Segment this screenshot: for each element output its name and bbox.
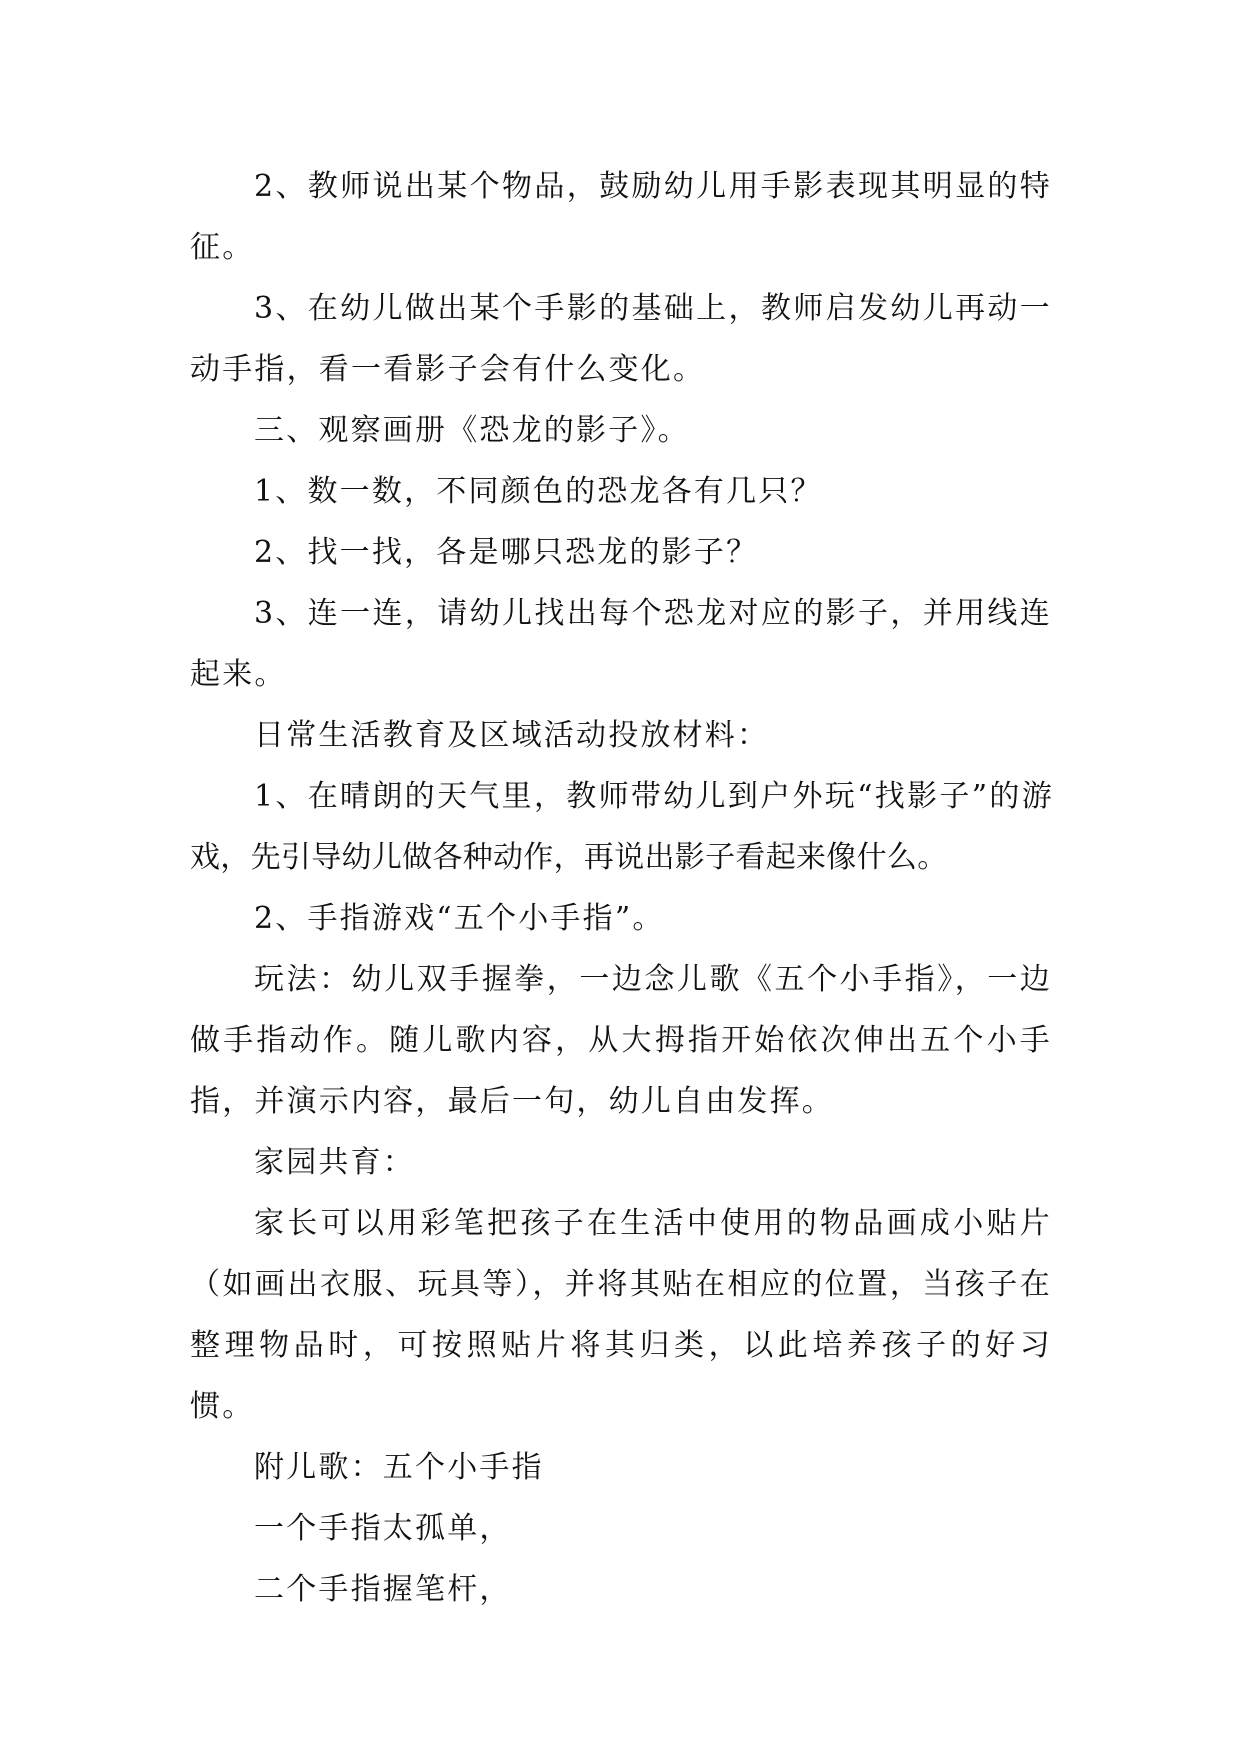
paragraph: 2、教师说出某个物品，鼓励幼儿用手影表现其明显的特征。 bbox=[190, 169, 1052, 265]
paragraph: 1、在晴朗的天气里，教师带幼儿到户外玩“找影子”的游戏，先引导幼儿做各种动作，再说出影子看起来像什么。 bbox=[190, 779, 1052, 875]
paragraph: 玩法：幼儿双手握拳，一边念儿歌《五个小手指》，一边做手指动作。随儿歌内容，从大拇指开始依次伸出五个小手指，并演示内容，最后一句，幼儿自由发挥。 bbox=[190, 962, 1052, 1119]
section-heading: 三、观察画册《恐龙的影子》。 bbox=[254, 413, 690, 448]
paragraph: 家长可以用彩笔把孩子在生活中使用的物品画成小贴片（如画出衣服、玩具等），并将其贴在相应的位置，当孩子在整理物品时，可按照贴片将其归类，以此培养孩子的好习惯。 bbox=[190, 1206, 1052, 1424]
song-line: 二个手指握笔杆， bbox=[254, 1572, 512, 1607]
paragraph: 3、在幼儿做出某个手影的基础上，教师启发幼儿再动一动手指，看一看影子会有什么变化。 bbox=[190, 291, 1052, 387]
section-heading: 附儿歌：五个小手指 bbox=[254, 1450, 544, 1485]
section-heading: 家园共育： bbox=[254, 1145, 415, 1180]
paragraph: 2、找一找，各是哪只恐龙的影子？ bbox=[254, 535, 759, 570]
song-line: 一个手指太孤单， bbox=[254, 1511, 512, 1546]
paragraph: 2、手指游戏“五个小手指”。 bbox=[254, 901, 665, 936]
paragraph: 3、连一连，请幼儿找出每个恐龙对应的影子，并用线连起来。 bbox=[190, 596, 1052, 692]
paragraph: 1、数一数，不同颜色的恐龙各有几只？ bbox=[254, 474, 823, 509]
section-heading: 日常生活教育及区域活动投放材料： bbox=[254, 718, 770, 753]
document-body bbox=[190, 156, 1052, 1620]
